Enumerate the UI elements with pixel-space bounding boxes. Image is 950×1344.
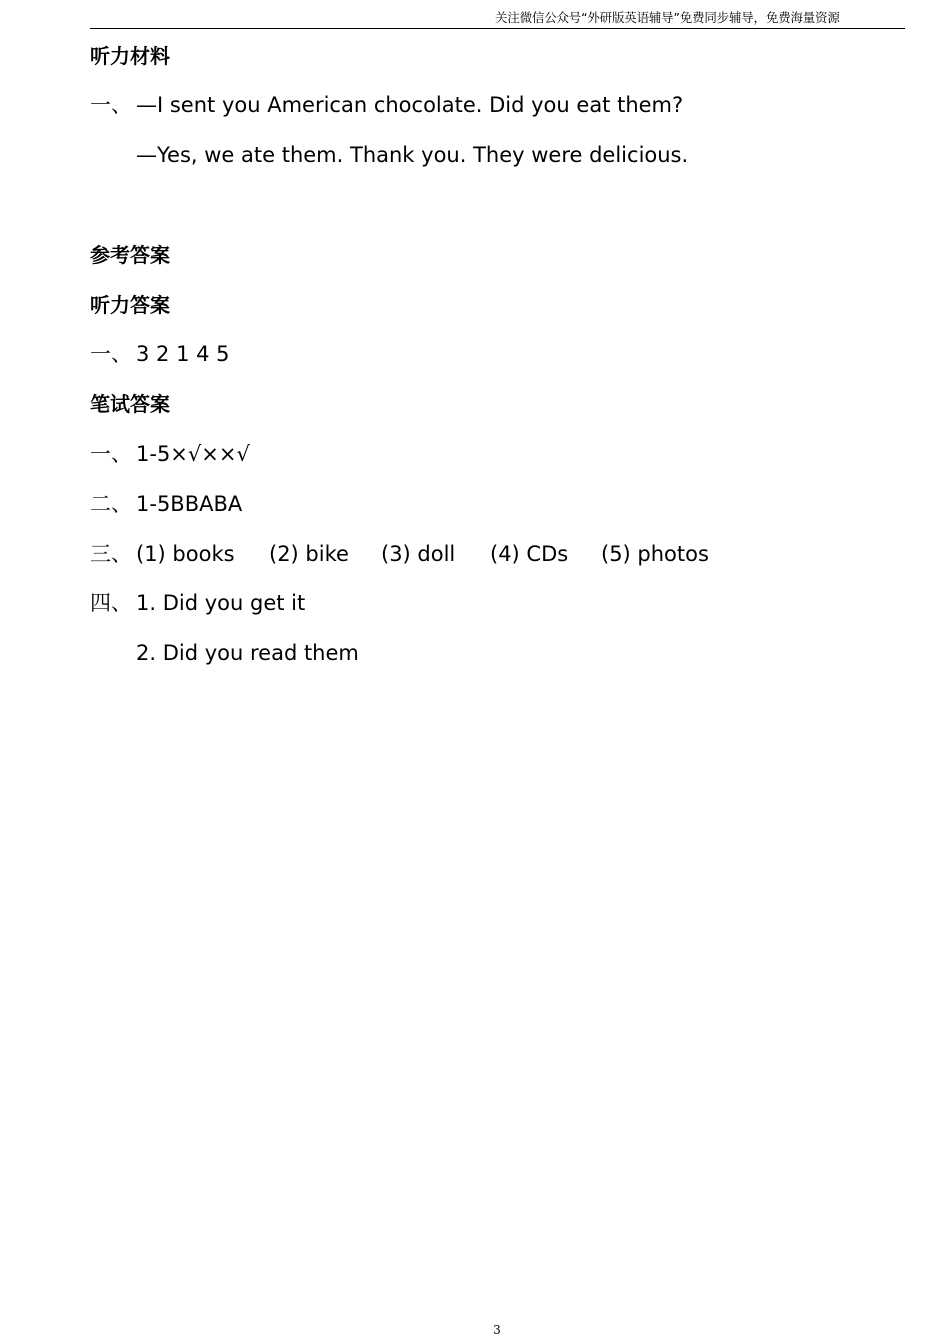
listening-answers-heading: 听力答案 bbox=[90, 293, 170, 317]
listening-material-prefix: 一、 bbox=[90, 93, 132, 117]
written-answer-3-item: (4) CDs bbox=[490, 542, 569, 566]
listening-answer-1 bbox=[90, 341, 230, 367]
listening-material-heading: 听力材料 bbox=[90, 44, 170, 68]
listening-material-line-1 bbox=[90, 92, 683, 118]
written-answer-3-prefix: 三、 bbox=[90, 542, 132, 566]
listening-material-line-2: —Yes, we ate them. Thank you. They were delicious. bbox=[136, 143, 689, 167]
header-text: 关注微信公众号“外研版英语辅导”免费同步辅导，免费海量资源 bbox=[495, 10, 840, 25]
written-answer-4-text-1: 1. Did you get it bbox=[136, 591, 306, 615]
written-answer-3 bbox=[90, 541, 709, 567]
answers-heading: 参考答案 bbox=[90, 243, 170, 267]
written-answer-4 bbox=[90, 590, 305, 616]
written-answer-3-item: (3) doll bbox=[381, 542, 456, 566]
written-answer-3-item: (1) books bbox=[136, 542, 235, 566]
listening-answer-1-prefix: 一、 bbox=[90, 342, 132, 366]
written-answer-4-prefix: 四、 bbox=[90, 591, 132, 615]
written-answer-3-item: (2) bike bbox=[269, 542, 349, 566]
written-answer-1-text: 1-5×√××√ bbox=[136, 442, 250, 466]
written-answers-heading: 笔试答案 bbox=[90, 392, 170, 416]
page-number: 3 bbox=[493, 1323, 501, 1337]
written-answer-4-line-2: 2. Did you read them bbox=[136, 641, 359, 665]
listening-material-text-1: —I sent you American chocolate. Did you eat them? bbox=[136, 93, 684, 117]
written-answer-2 bbox=[90, 491, 242, 517]
written-answer-3-item: (5) photos bbox=[601, 542, 709, 566]
header-rule bbox=[90, 28, 905, 29]
written-answer-1-prefix: 一、 bbox=[90, 442, 132, 466]
listening-answer-1-text: 3 2 1 4 5 bbox=[136, 342, 230, 366]
written-answer-1 bbox=[90, 441, 250, 467]
written-answer-2-prefix: 二、 bbox=[90, 492, 132, 516]
written-answer-2-text: 1-5BBABA bbox=[136, 492, 243, 516]
